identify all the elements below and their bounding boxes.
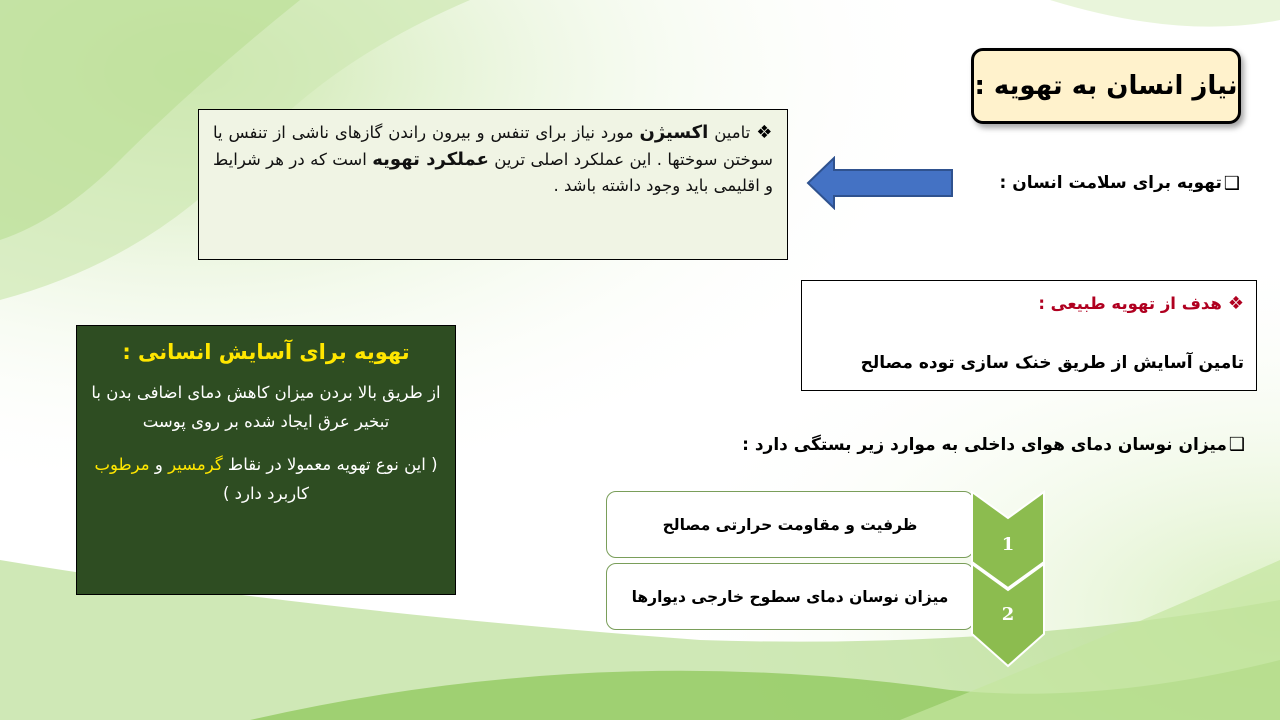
oxygen-text-2: مورد نیاز برای تنفس و بیرون راندن گازهای ناشی از تنفس یا سوختن سوختها . این عملکرد اصلی ترین: [213, 123, 773, 169]
function-keyword: عملکرد تهویه: [372, 148, 489, 170]
step-number-2: 2: [1001, 604, 1015, 625]
goal-body: تامین آسایش از طریق خنک سازی توده مصالح: [860, 353, 1244, 373]
process-chevrons: [970, 490, 1046, 670]
health-bullet-text: تهویه برای سلامت انسان :: [999, 173, 1222, 193]
comfort-body-1: از طریق بالا بردن میزان کاهش دمای اضافی بدن با تبخیر عرق ایجاد شده بر روی پوست: [91, 383, 441, 431]
goal-heading-text: هدف از تهویه طبیعی :: [1038, 294, 1222, 313]
comfort-title: تهویه برای آسایش انسانی :: [122, 340, 410, 364]
comfort-text-c: کاربرد دارد ): [222, 484, 310, 503]
left-arrow-icon: [806, 156, 954, 210]
step-number-1: 1: [1001, 534, 1015, 555]
square-bullet-icon: ❑: [1223, 172, 1240, 194]
oxygen-text-3: است که در هر شرایط و اقلیمی باید وجود داشته باشد .: [213, 149, 773, 195]
comfort-textbox: [76, 325, 456, 595]
goal-heading: [814, 293, 1244, 331]
process-item-1: ظرفیت و مقاومت حرارتی مصالح: [606, 491, 974, 558]
oxygen-text-1: تامین: [708, 123, 751, 142]
diamond-bullet-icon: ❖: [756, 122, 773, 143]
comfort-body-2: [91, 450, 441, 508]
goal-textbox: [801, 280, 1257, 391]
oxygen-keyword: اکسیژن: [639, 122, 709, 143]
process-item-2: میزان نوسان دمای سطوح خارجی دیوارها: [606, 563, 974, 630]
comfort-text-b: و: [149, 455, 169, 474]
hot-climate-keyword: گرمسیر: [168, 455, 223, 474]
oxygen-textbox: [198, 109, 788, 260]
fluctuation-bullet: [700, 434, 1245, 464]
slide-title: نیاز انسان به تهویه :: [971, 48, 1241, 124]
fluctuation-bullet-text: میزان نوسان دمای هوای داخلی به موارد زیر بستگی دارد :: [742, 435, 1227, 455]
health-bullet: [960, 168, 1240, 198]
square-bullet-icon: ❑: [1228, 434, 1245, 455]
humid-climate-keyword: مرطوب: [94, 455, 150, 474]
diamond-bullet-icon: ❖: [1227, 293, 1244, 314]
comfort-text-a: ( این نوع تهویه معمولا در نقاط: [222, 455, 438, 474]
